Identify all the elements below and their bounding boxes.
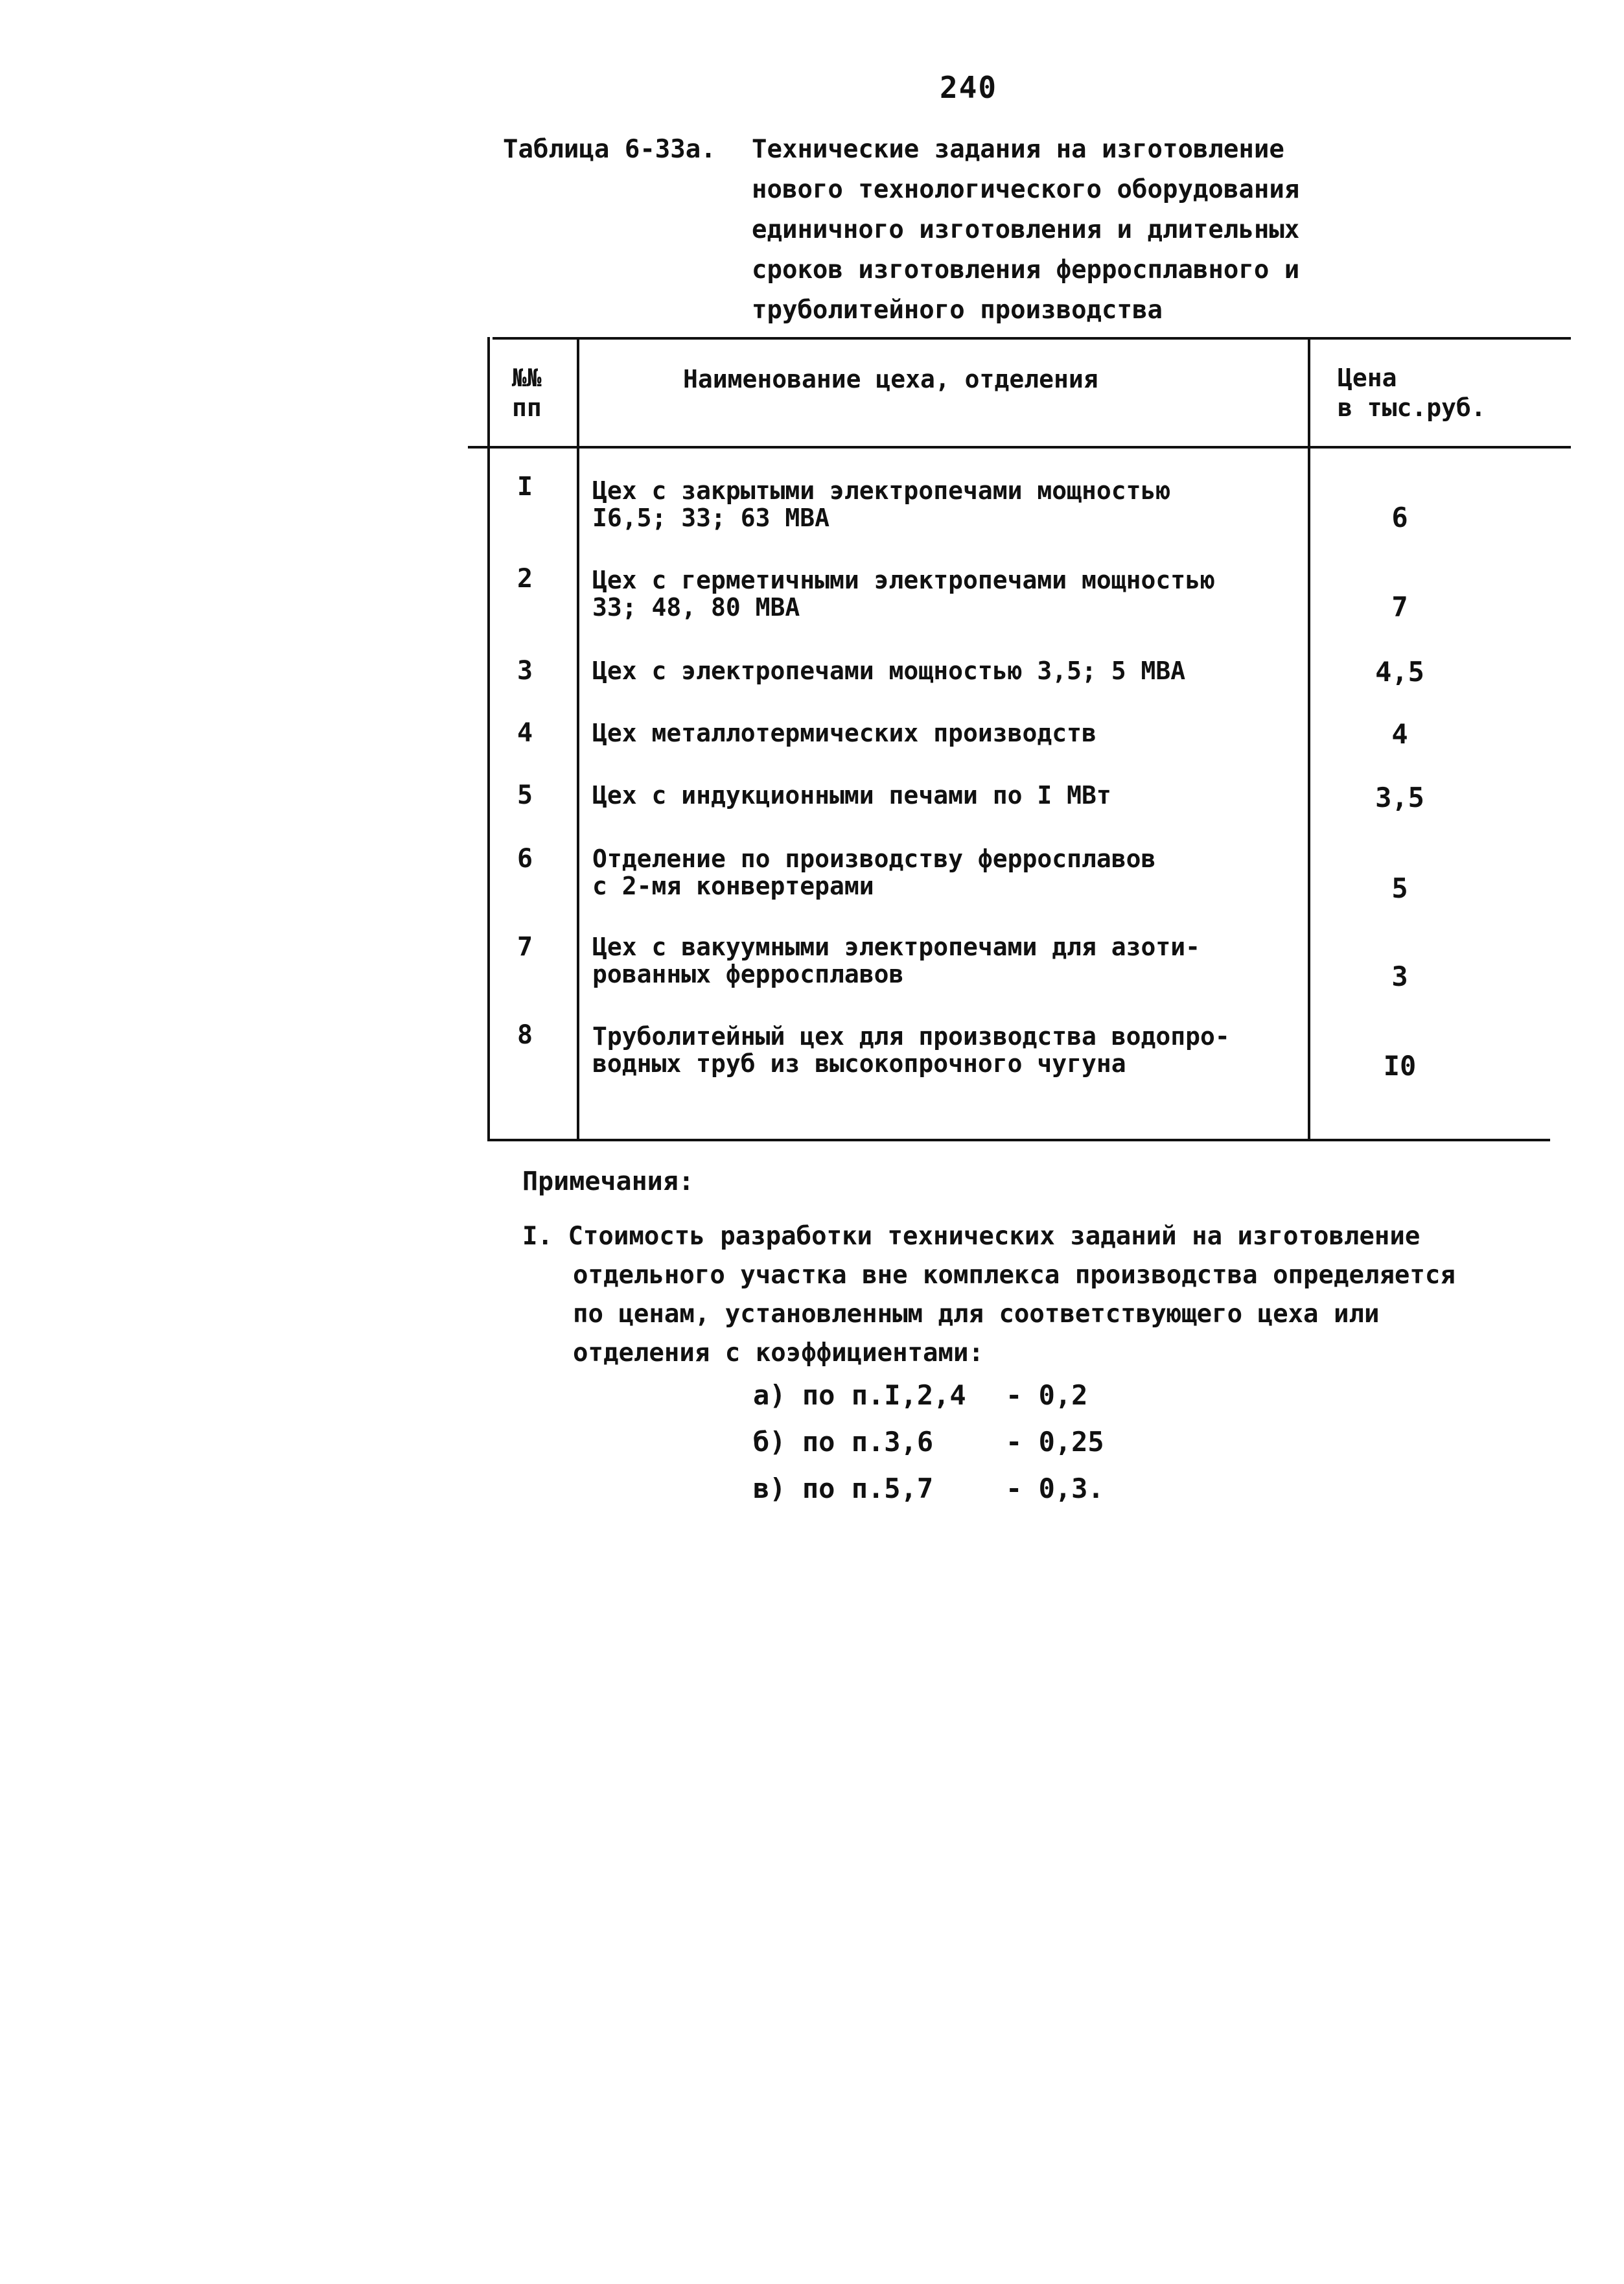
row-price: 6 [1391,502,1408,533]
row-name-line: Цех с вакуумными электропечами для азоти- [592,933,1200,961]
header-price [1338,363,1486,423]
notes-title: Примечания: [522,1167,694,1196]
row-name-line: рованных ферросплавов [592,960,904,988]
caption-line: Технические задания на изготовление [752,135,1284,164]
table-top-rule [493,337,1571,340]
note-body [522,1217,1533,1373]
caption-line: сроков изготовления ферросплавного и [752,255,1300,285]
table-bottom-rule [487,1139,1550,1141]
coefficient-label: а) по п.I,2,4 [753,1379,966,1411]
row-price: 3,5 [1375,782,1424,813]
row-name-line: Цех с закрытыми электропечами мощностью [592,476,1171,505]
left-border [487,337,490,1141]
header-num [512,363,542,423]
note-line: I. Стоимость разработки технических заданий на изготовление [522,1222,1421,1251]
row-name [592,477,1305,531]
row-number: I [516,472,533,502]
row-name-line: Цех с герметичными электропечами мощностью [592,566,1215,594]
caption-line: нового технологического оборудования [752,175,1300,204]
row-name-line: I6,5; 33; 63 МВА [592,504,830,532]
row-name [592,845,1305,900]
row-name [592,782,1305,809]
row-price: 4,5 [1375,656,1424,688]
note-line: отделения с коэффициентами: [573,1338,984,1368]
caption-label: Таблица 6-33а. [503,135,716,164]
row-number: 5 [516,780,533,810]
caption-text [752,130,1400,331]
column-divider-2 [1308,337,1310,1141]
row-name-line: Цех с индукционными печами по I МВт [592,781,1111,810]
row-name-line: Отделение по производству ферросплавов [592,845,1156,873]
header-name: Наименование цеха, отделения [683,365,1098,393]
row-number: 7 [516,932,533,962]
row-name-line: водных труб из высокопрочного чугуна [592,1049,1126,1078]
row-price: I0 [1383,1050,1417,1082]
row-number: 2 [516,564,533,594]
row-name [592,719,1305,747]
coefficient-value: - 0,25 [1006,1426,1104,1458]
note-line: отдельного участка вне комплекса производства определяется [573,1261,1456,1290]
row-name [592,566,1305,621]
row-name [592,933,1305,988]
header-bottom-rule [468,446,1571,449]
row-number: 6 [516,844,533,874]
row-name-line: Цех с электропечами мощностью 3,5; 5 МВА [592,657,1186,685]
row-price: 3 [1391,961,1408,992]
header-num-line: №№ [512,364,542,392]
row-name-line: Труболитейный цех для производства водопро- [592,1022,1230,1051]
coefficient-label: б) по п.3,6 [753,1426,934,1458]
row-number: 3 [516,656,533,686]
coefficient-value: - 0,2 [1006,1379,1088,1411]
row-price: 4 [1391,718,1408,750]
row-name-line: Цех металлотермических производств [592,719,1096,747]
row-name [592,1023,1305,1077]
row-number: 4 [516,718,533,748]
header-price-line: в тыс.руб. [1338,393,1486,422]
coefficient-value: - 0,3. [1006,1473,1104,1504]
header-price-line: Цена [1338,364,1397,392]
row-name [592,657,1305,684]
column-divider-1 [577,337,579,1141]
page-number: 240 [940,70,998,105]
coefficient-label: в) по п.5,7 [753,1473,934,1504]
row-name-line: с 2-мя конвертерами [592,872,874,900]
row-name-line: 33; 48, 80 МВА [592,593,800,622]
caption-line: труболитейного производства [752,296,1163,325]
row-price: 7 [1391,591,1408,623]
header-num-line: пп [512,393,542,422]
row-number: 8 [516,1020,533,1050]
caption-line: единичного изготовления и длительных [752,215,1300,244]
note-line: по ценам, установленным для соответствующего цеха или [573,1299,1380,1329]
row-price: 5 [1391,872,1408,904]
